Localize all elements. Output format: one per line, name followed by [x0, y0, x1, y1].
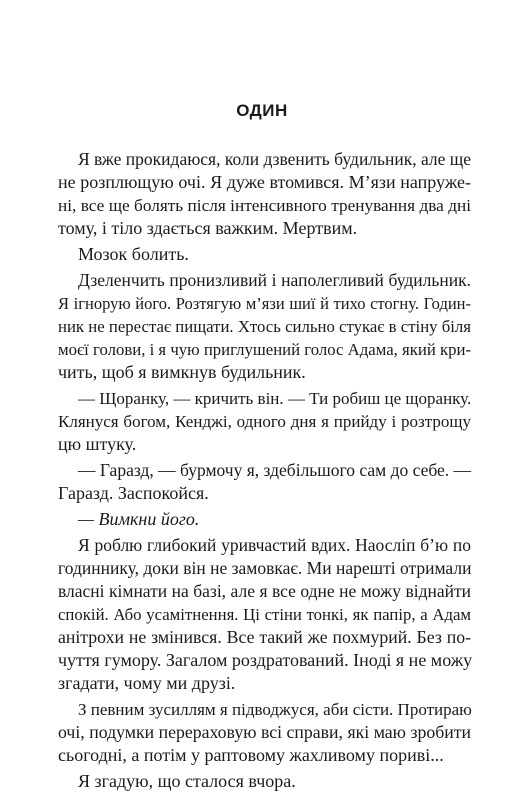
- text-line: Я згадую, що сталося вчора.: [78, 771, 296, 791]
- text-line: моєї голови, і я чую приглушений голос Адама, який кри-: [58, 340, 472, 359]
- text-line: — Гаразд, — бурмочу я, здебільшого сам до себе. —: [78, 460, 472, 480]
- text-line: Клянуся богом, Кенджі, одного дня я прийду і розтрощу: [58, 412, 471, 431]
- chapter-title: ОДИН: [236, 101, 288, 120]
- text-line: Дзеленчить пронизливий і наполегливий будильник.: [78, 270, 471, 290]
- text-line: Гаразд. Заспокойся.: [58, 483, 209, 503]
- text-line: цю штуку.: [58, 434, 137, 454]
- text-line: Я вже прокидаюся, коли дзвенить будильник, але ще: [78, 149, 472, 169]
- text-line: згадати, чому ми друзі.: [58, 673, 236, 693]
- text-line: тому, і тіло здається важким. Мертвим.: [58, 218, 358, 238]
- text-line: власні кімнати на базі, але я все одне не можу віднайти: [58, 581, 471, 601]
- text-line: — Щоранку, — кричить він. — Ти робиш це щоранку.: [78, 389, 472, 408]
- text-line: ні, все ще болять після інтенсивного тренування два дні: [58, 196, 471, 215]
- text-line: годиннику, доки він не замовкає. Ми нарешті отримали: [58, 558, 472, 578]
- text-line: ник не перестає пищати. Хтось сильно стукає в стіну біля: [58, 317, 471, 336]
- text-line: очі, подумки перераховую всі справи, які маю зробити: [58, 722, 471, 742]
- text-line: Я ігнорую його. Розтягую м’язи шиї й тихо стогну. Годин-: [58, 294, 471, 313]
- text-line: не розплющую очі. Я дуже втомився. М’язи напруже-: [58, 172, 471, 192]
- text-line: Мозок болить.: [78, 244, 189, 264]
- text-line: сьогодні, а потім у раптовому жахливому пориві...: [58, 745, 444, 765]
- text-line: анітрохи не змінився. Все такий же похмурий. Без по-: [58, 627, 471, 647]
- text-line: З певним зусиллям я підводжуся, аби сісти. Протираю: [78, 700, 472, 719]
- text-line: чить, щоб я вимкнув будильник.: [58, 362, 306, 382]
- body-text: [58, 148, 471, 793]
- text-line: — Вимкни його.: [78, 509, 200, 529]
- text-line: спокій. Або усамітнення. Ці стіни тонкі, як папір, а Адам: [58, 605, 471, 624]
- text-line: Я роблю глибокий уривчастий вдих. Наосліп б’ю по: [78, 535, 471, 555]
- text-line: чуття гумору. Загалом роздратований. Іноді я не можу: [58, 650, 473, 670]
